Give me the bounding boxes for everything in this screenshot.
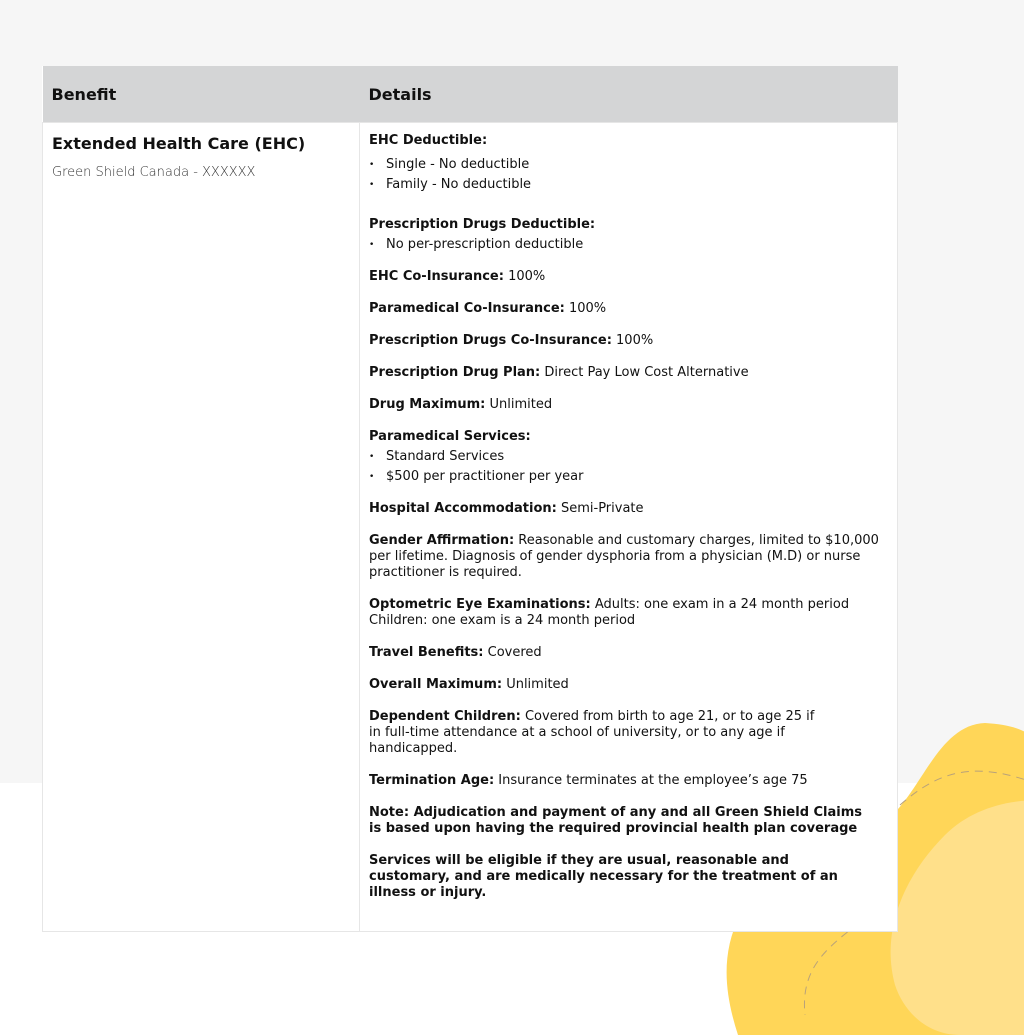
list-item: • $500 per practitioner per year: [369, 469, 883, 485]
drug-maximum-label: Drug Maximum:: [369, 397, 486, 412]
termination-age-label: Termination Age:: [369, 773, 495, 788]
benefits-table: [42, 66, 898, 932]
paramedical-coinsurance-label: Paramedical Co-Insurance:: [369, 301, 565, 316]
hospital-accommodation: [369, 501, 883, 517]
ehc-coinsurance: [369, 269, 883, 285]
rx-coinsurance-label: Prescription Drugs Co-Insurance:: [369, 333, 612, 348]
note-eligibility: Services will be eligible if they are usual, reasonable and customary, and are medically necessary for the treatment of an illness or injury.: [369, 853, 838, 900]
optometric-exams-value-children: Children: one exam is a 24 month period: [369, 613, 636, 628]
rx-deductible-list: [369, 237, 883, 253]
overall-maximum-value: Unlimited: [502, 677, 569, 692]
gender-affirmation: [369, 533, 883, 581]
paramedical-coinsurance-value: 100%: [564, 301, 607, 316]
hospital-accommodation-value: Semi-Private: [556, 501, 644, 516]
termination-age: [369, 773, 883, 789]
benefit-provider: Green Shield Canada - XXXXXX: [52, 165, 256, 180]
optometric-exams-label: Optometric Eye Examinations:: [369, 597, 591, 612]
overall-maximum: [369, 677, 883, 693]
list-item: • Standard Services: [369, 449, 883, 465]
optometric-exams: [369, 597, 883, 629]
column-header-benefit: Benefit: [43, 66, 360, 123]
dependent-children: [369, 709, 883, 757]
travel-benefits-value: Covered: [483, 645, 542, 660]
travel-benefits: [369, 645, 883, 661]
column-header-details: Details: [360, 66, 898, 123]
details-cell: [360, 123, 898, 932]
ehc-coinsurance-label: EHC Co-Insurance:: [369, 269, 504, 284]
rx-deductible-label: Prescription Drugs Deductible:: [369, 217, 596, 232]
dependent-children-value: Covered from birth to age 21, or to age 25 if in full-time attendance at a school of university, or to any age if handicapped.: [369, 709, 815, 756]
list-item: • Family - No deductible: [369, 177, 883, 193]
ehc-deductible-label: EHC Deductible:: [369, 133, 488, 148]
note-provincial-coverage: Note: Adjudication and payment of any and all Green Shield Claims is based upon having the required provincial health plan coverage: [369, 805, 863, 836]
ehc-deductible: [369, 133, 883, 193]
benefit-name: Extended Health Care (EHC): [52, 134, 306, 153]
ehc-coinsurance-value: 100%: [503, 269, 546, 284]
list-item: • No per-prescription deductible: [369, 237, 883, 253]
rx-coinsurance: [369, 333, 883, 349]
paramedical-coinsurance: [369, 301, 883, 317]
rx-plan: [369, 365, 883, 381]
drug-maximum: [369, 397, 883, 413]
list-item: • Single - No deductible: [369, 157, 883, 173]
optometric-exams-value: Adults: one exam in a 24 month period: [590, 597, 850, 612]
rx-deductible: [369, 217, 883, 253]
paramedical-services-label: Paramedical Services:: [369, 429, 531, 444]
paramedical-services-list: [369, 449, 883, 485]
dependent-children-label: Dependent Children:: [369, 709, 521, 724]
travel-benefits-label: Travel Benefits:: [369, 645, 484, 660]
drug-maximum-value: Unlimited: [485, 397, 553, 412]
rx-plan-value: Direct Pay Low Cost Alternative: [540, 365, 749, 380]
table-row: [43, 123, 898, 932]
benefit-cell: [43, 123, 360, 932]
overall-maximum-label: Overall Maximum:: [369, 677, 503, 692]
hospital-accommodation-label: Hospital Accommodation:: [369, 501, 557, 516]
paramedical-services: [369, 429, 883, 485]
table-header-row: [43, 66, 898, 123]
rx-plan-label: Prescription Drug Plan:: [369, 365, 541, 380]
gender-affirmation-label: Gender Affirmation:: [369, 533, 515, 548]
gender-affirmation-value: Reasonable and customary charges, limited to $10,000 per lifetime. Diagnosis of gender dysphoria from a physician (M.D) or nurse practitioner is required.: [369, 533, 879, 580]
rx-coinsurance-value: 100%: [611, 333, 654, 348]
ehc-deductible-list: [369, 157, 883, 193]
termination-age-value: Insurance terminates at the employee’s age 75: [494, 773, 808, 788]
